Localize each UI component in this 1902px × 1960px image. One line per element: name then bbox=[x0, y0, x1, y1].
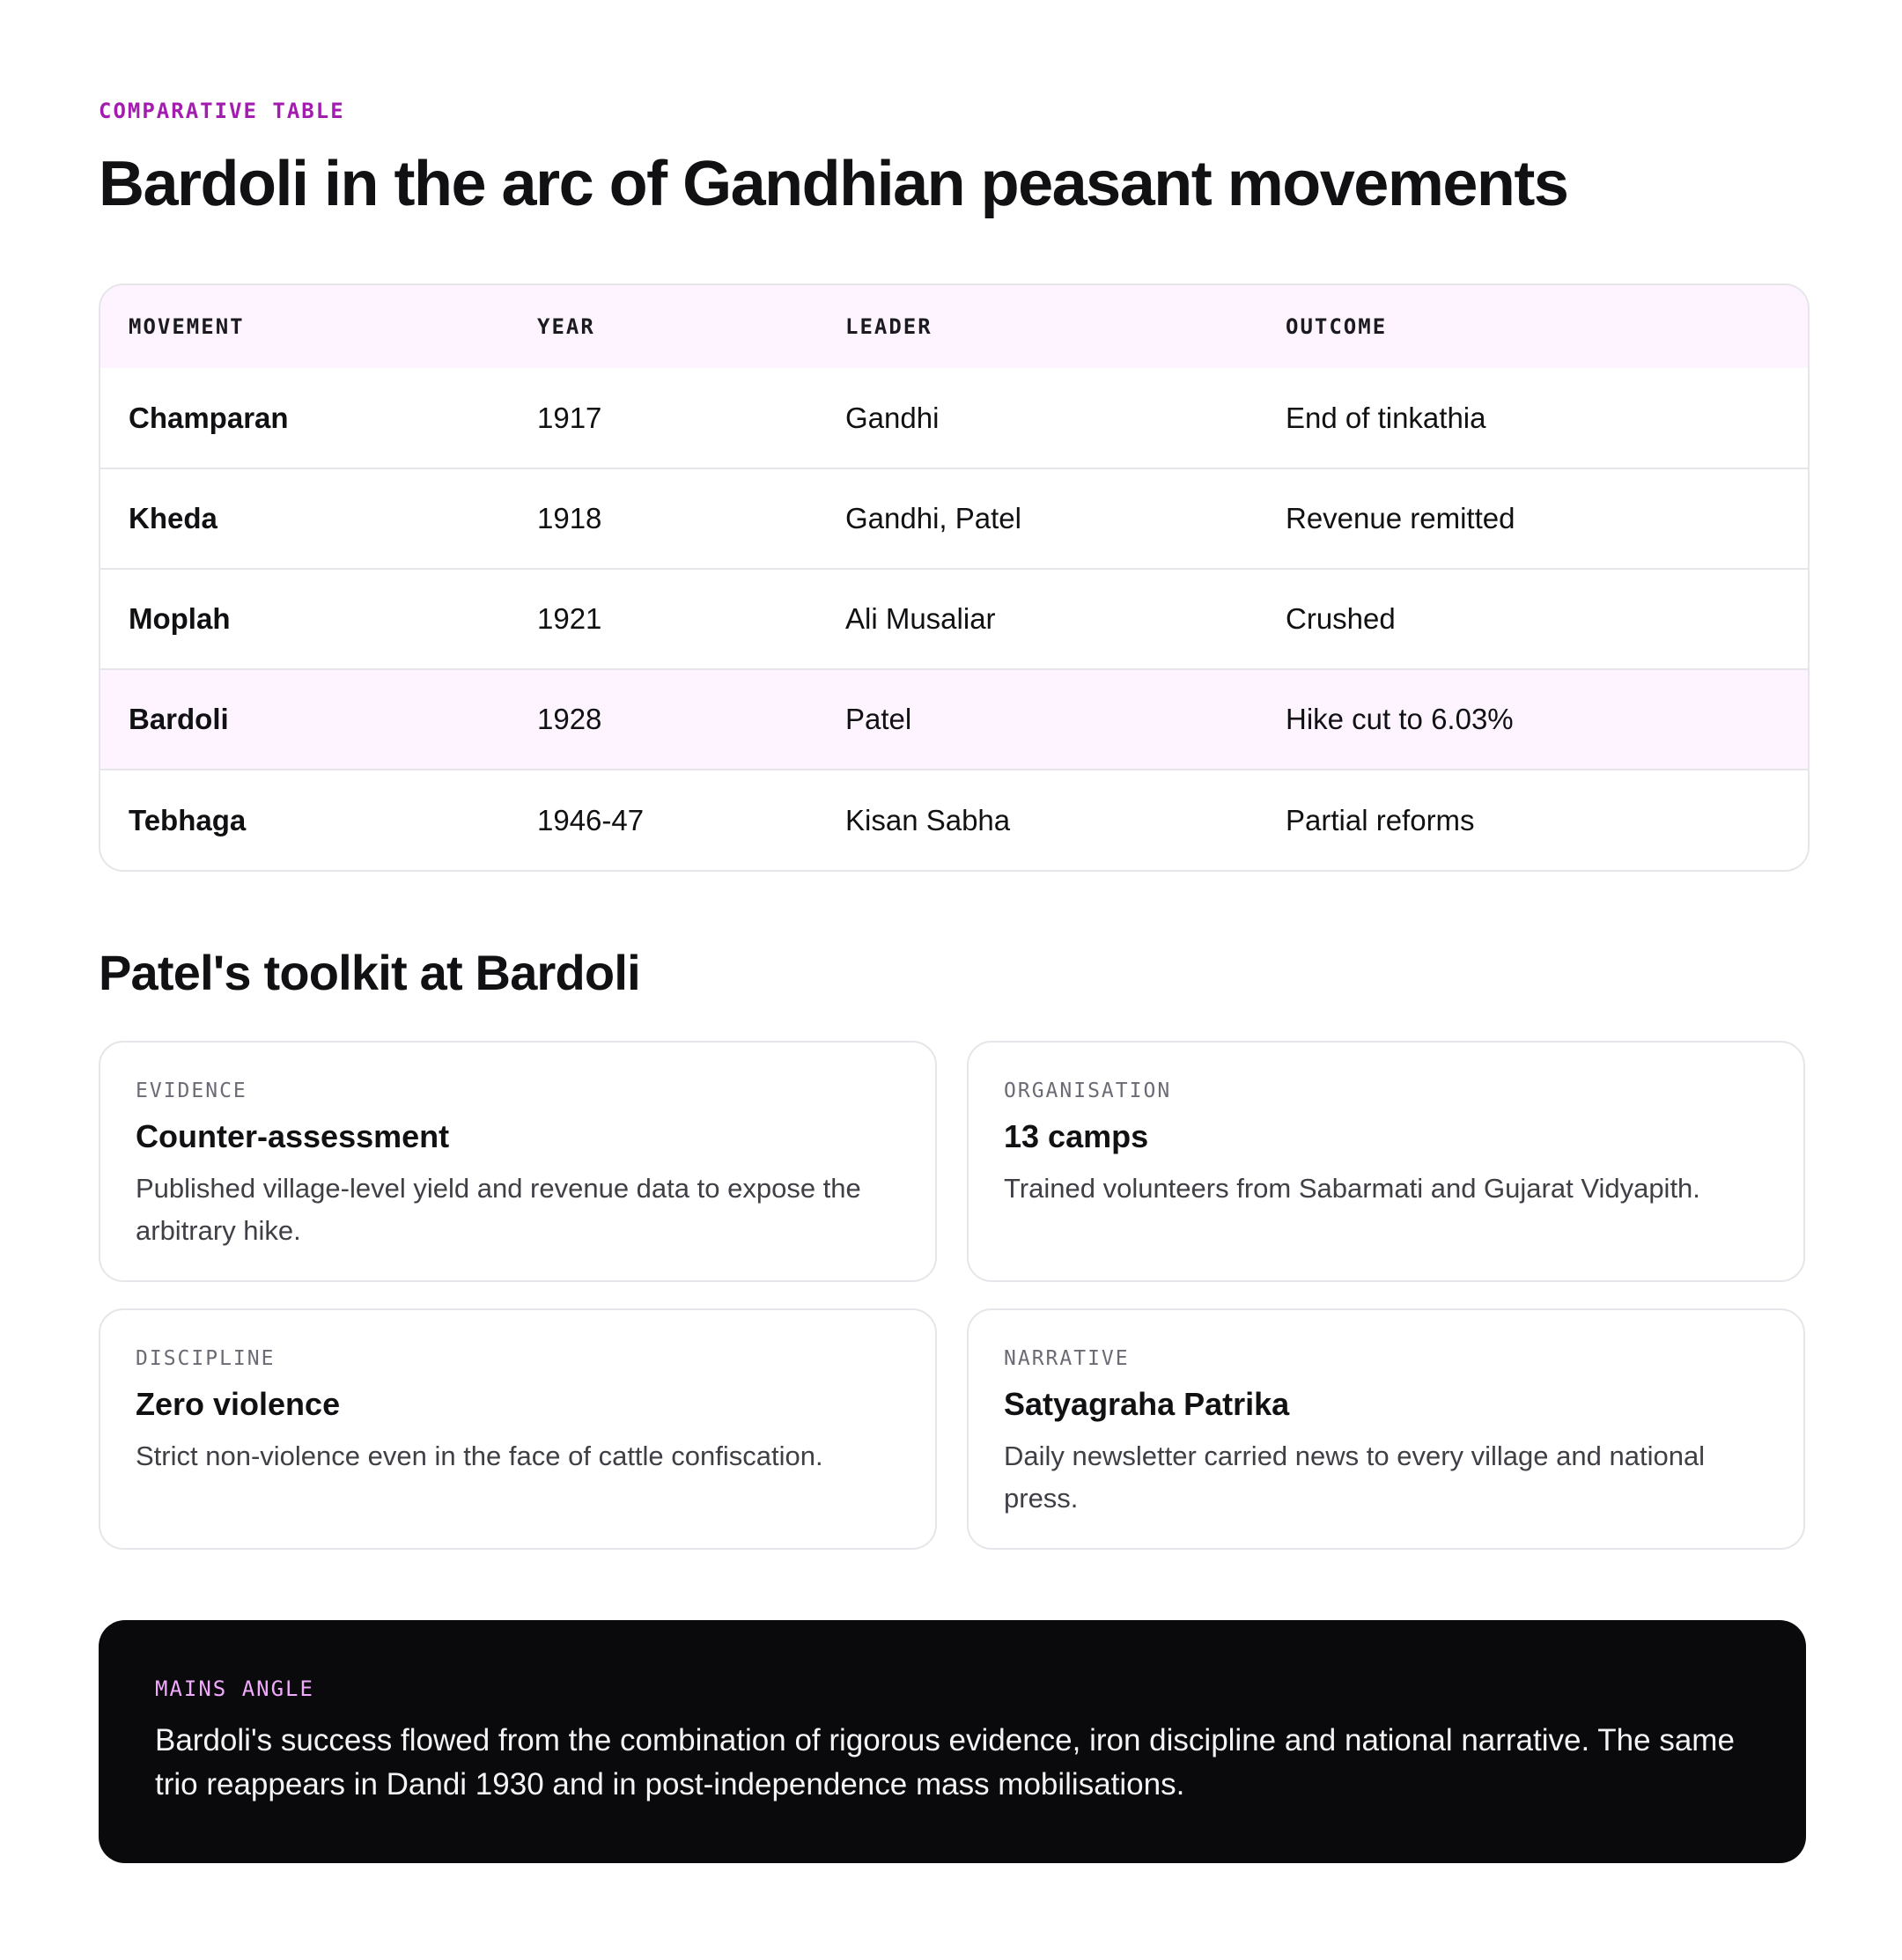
callout-kicker: MAINS ANGLE bbox=[155, 1676, 314, 1701]
table-row bbox=[100, 368, 1808, 468]
column-header-year: YEAR bbox=[537, 314, 595, 339]
cell-movement: Bardoli bbox=[129, 703, 229, 735]
card-body: Trained volunteers from Sabarmati and Gujarat Vidyapith. bbox=[1004, 1173, 1700, 1204]
cell-leader: Patel bbox=[845, 703, 912, 735]
cell-outcome: Partial reforms bbox=[1286, 803, 1475, 836]
toolkit-card-organisation bbox=[967, 1041, 1805, 1282]
cell-movement: Champaran bbox=[129, 401, 289, 434]
card-heading: Zero violence bbox=[136, 1386, 341, 1422]
table-row bbox=[100, 468, 1808, 569]
cell-outcome: Hike cut to 6.03% bbox=[1286, 703, 1514, 735]
cell-outcome: End of tinkathia bbox=[1286, 401, 1486, 434]
cell-movement: Tebhaga bbox=[129, 803, 247, 836]
cell-leader: Gandhi, Patel bbox=[845, 502, 1021, 534]
card-heading: Counter-assessment bbox=[136, 1118, 450, 1154]
toolkit-section-title: Patel's toolkit at Bardoli bbox=[99, 945, 640, 1000]
card-heading: 13 camps bbox=[1004, 1118, 1149, 1154]
cell-movement: Moplah bbox=[129, 602, 231, 635]
card-kicker: DISCIPLINE bbox=[136, 1347, 276, 1370]
callout-text: Bardoli's success flowed from the combination of rigorous evidence, iron discipline and national narrative. The same trio reappears in Dandi 1930 and in post-independence mass mobilisations. bbox=[155, 1723, 1735, 1802]
column-header-movement: MOVEMENT bbox=[129, 314, 245, 339]
column-header-outcome: OUTCOME bbox=[1286, 314, 1388, 339]
column-header-leader: LEADER bbox=[845, 314, 933, 339]
cell-leader: Gandhi bbox=[845, 401, 940, 434]
card-body: Published village-level yield and revenue data to expose the arbitrary hike. bbox=[136, 1173, 861, 1246]
card-heading: Satyagraha Patrika bbox=[1004, 1386, 1290, 1422]
toolkit-card-discipline bbox=[99, 1308, 937, 1550]
eyebrow-label: COMPARATIVE TABLE bbox=[99, 99, 345, 123]
card-kicker: ORGANISATION bbox=[1004, 1079, 1172, 1102]
table-row-highlighted bbox=[100, 669, 1808, 770]
table-row bbox=[100, 770, 1808, 870]
cell-year: 1946-47 bbox=[537, 803, 645, 836]
cell-movement: Kheda bbox=[129, 502, 217, 534]
cell-leader: Kisan Sabha bbox=[845, 803, 1011, 836]
toolkit-card-narrative bbox=[967, 1308, 1805, 1550]
page-title: Bardoli in the arc of Gandhian peasant movements bbox=[99, 149, 1568, 219]
mains-angle-callout bbox=[99, 1620, 1806, 1863]
cell-year: 1918 bbox=[537, 502, 602, 534]
card-kicker: NARRATIVE bbox=[1004, 1347, 1130, 1370]
cell-year: 1928 bbox=[537, 703, 602, 735]
cell-year: 1921 bbox=[537, 602, 602, 635]
cell-outcome: Crushed bbox=[1286, 602, 1396, 635]
cell-year: 1917 bbox=[537, 401, 602, 434]
card-body: Daily newsletter carried news to every village and national press. bbox=[1004, 1441, 1706, 1514]
toolkit-card-evidence bbox=[99, 1041, 937, 1282]
card-kicker: EVIDENCE bbox=[136, 1079, 247, 1102]
card-body: Strict non-violence even in the face of cattle confiscation. bbox=[136, 1441, 823, 1471]
table-row bbox=[100, 569, 1808, 669]
cell-leader: Ali Musaliar bbox=[845, 602, 996, 635]
table-header-row bbox=[100, 285, 1808, 368]
comparison-table bbox=[99, 284, 1810, 872]
cell-outcome: Revenue remitted bbox=[1286, 502, 1515, 534]
